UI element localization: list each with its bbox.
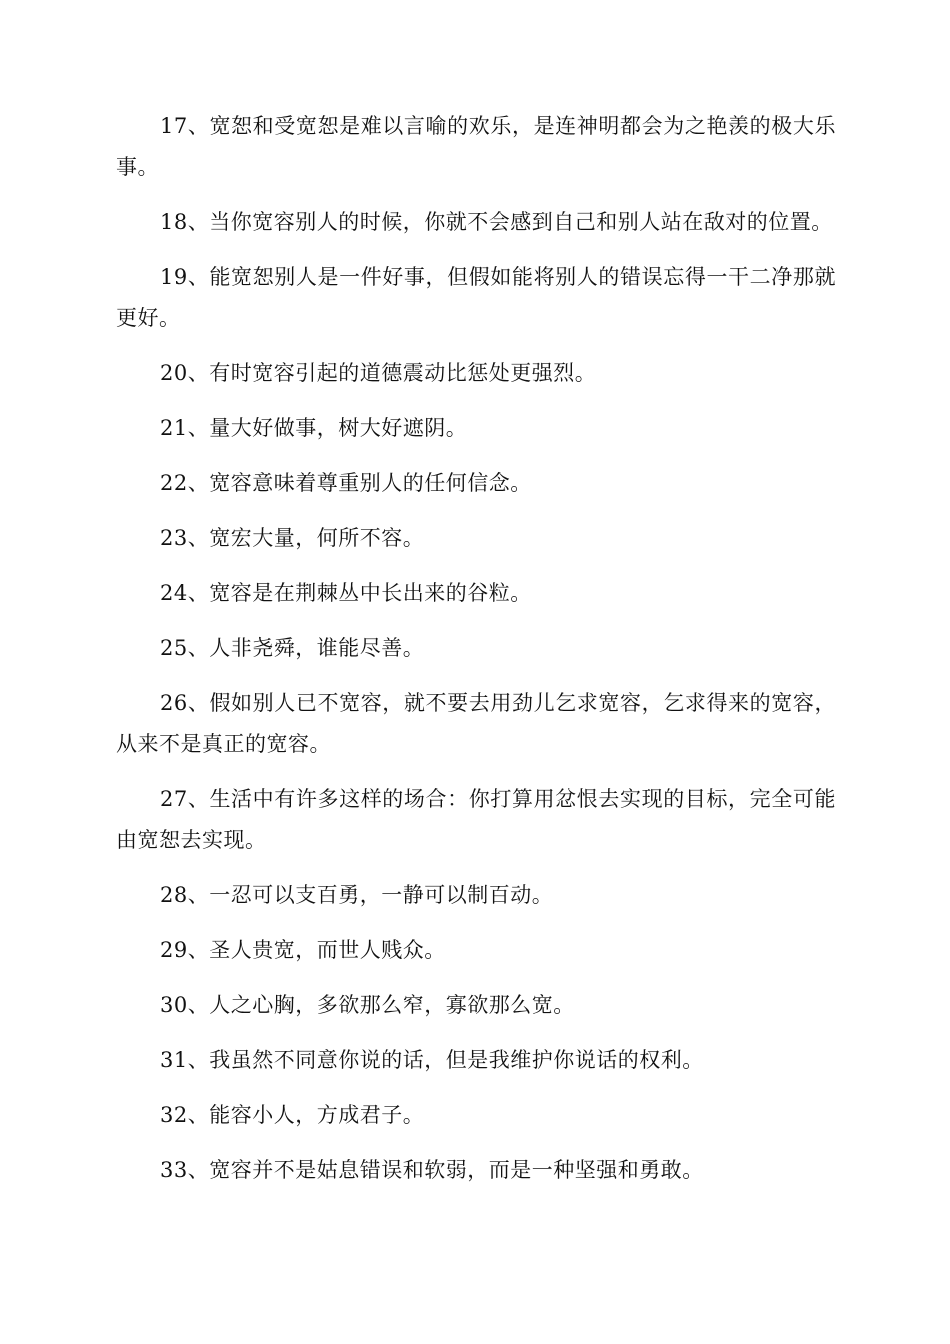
quote-paragraph: 24、宽容是在荆棘丛中长出来的谷粒。 <box>160 581 532 605</box>
quote-paragraph: 22、宽容意味着尊重别人的任何信念。 <box>160 471 532 495</box>
quote-paragraph: 20、有时宽容引起的道德震动比惩处更强烈。 <box>160 361 597 385</box>
quote-paragraph: 21、量大好做事，树大好遮阴。 <box>160 416 468 440</box>
quote-paragraph: 18、当你宽容别人的时候，你就不会感到自己和别人站在敌对的位置。 <box>160 210 833 234</box>
quote-paragraph: 30、人之心胸，多欲那么窄，寡欲那么宽。 <box>160 993 575 1017</box>
quote-paragraph: 23、宽宏大量，何所不容。 <box>160 526 425 550</box>
quote-paragraph: 31、我虽然不同意你说的话，但是我维护你说话的权利。 <box>160 1048 704 1072</box>
quote-paragraph: 27、生活中有许多这样的场合：你打算用忿恨去实现的目标，完全可能由宽恕去实现。 <box>116 787 836 852</box>
quote-paragraph: 25、人非尧舜，谁能尽善。 <box>160 636 425 660</box>
quote-paragraph: 32、能容小人，方成君子。 <box>160 1103 425 1127</box>
quote-paragraph: 29、圣人贵宽，而世人贱众。 <box>160 938 446 962</box>
quote-list <box>116 106 836 1205</box>
quote-paragraph: 26、假如别人已不宽容，就不要去用劲儿乞求宽容，乞求得来的宽容，从来不是真正的宽容。 <box>116 691 836 756</box>
quote-paragraph: 19、能宽恕别人是一件好事，但假如能将别人的错误忘得一干二净那就更好。 <box>116 265 836 330</box>
quote-paragraph: 28、一忍可以支百勇，一静可以制百动。 <box>160 883 554 907</box>
quote-paragraph: 33、宽容并不是姑息错误和软弱，而是一种坚强和勇敢。 <box>160 1158 704 1182</box>
quote-paragraph: 17、宽恕和受宽恕是难以言喻的欢乐，是连神明都会为之艳羡的极大乐事。 <box>116 114 836 179</box>
